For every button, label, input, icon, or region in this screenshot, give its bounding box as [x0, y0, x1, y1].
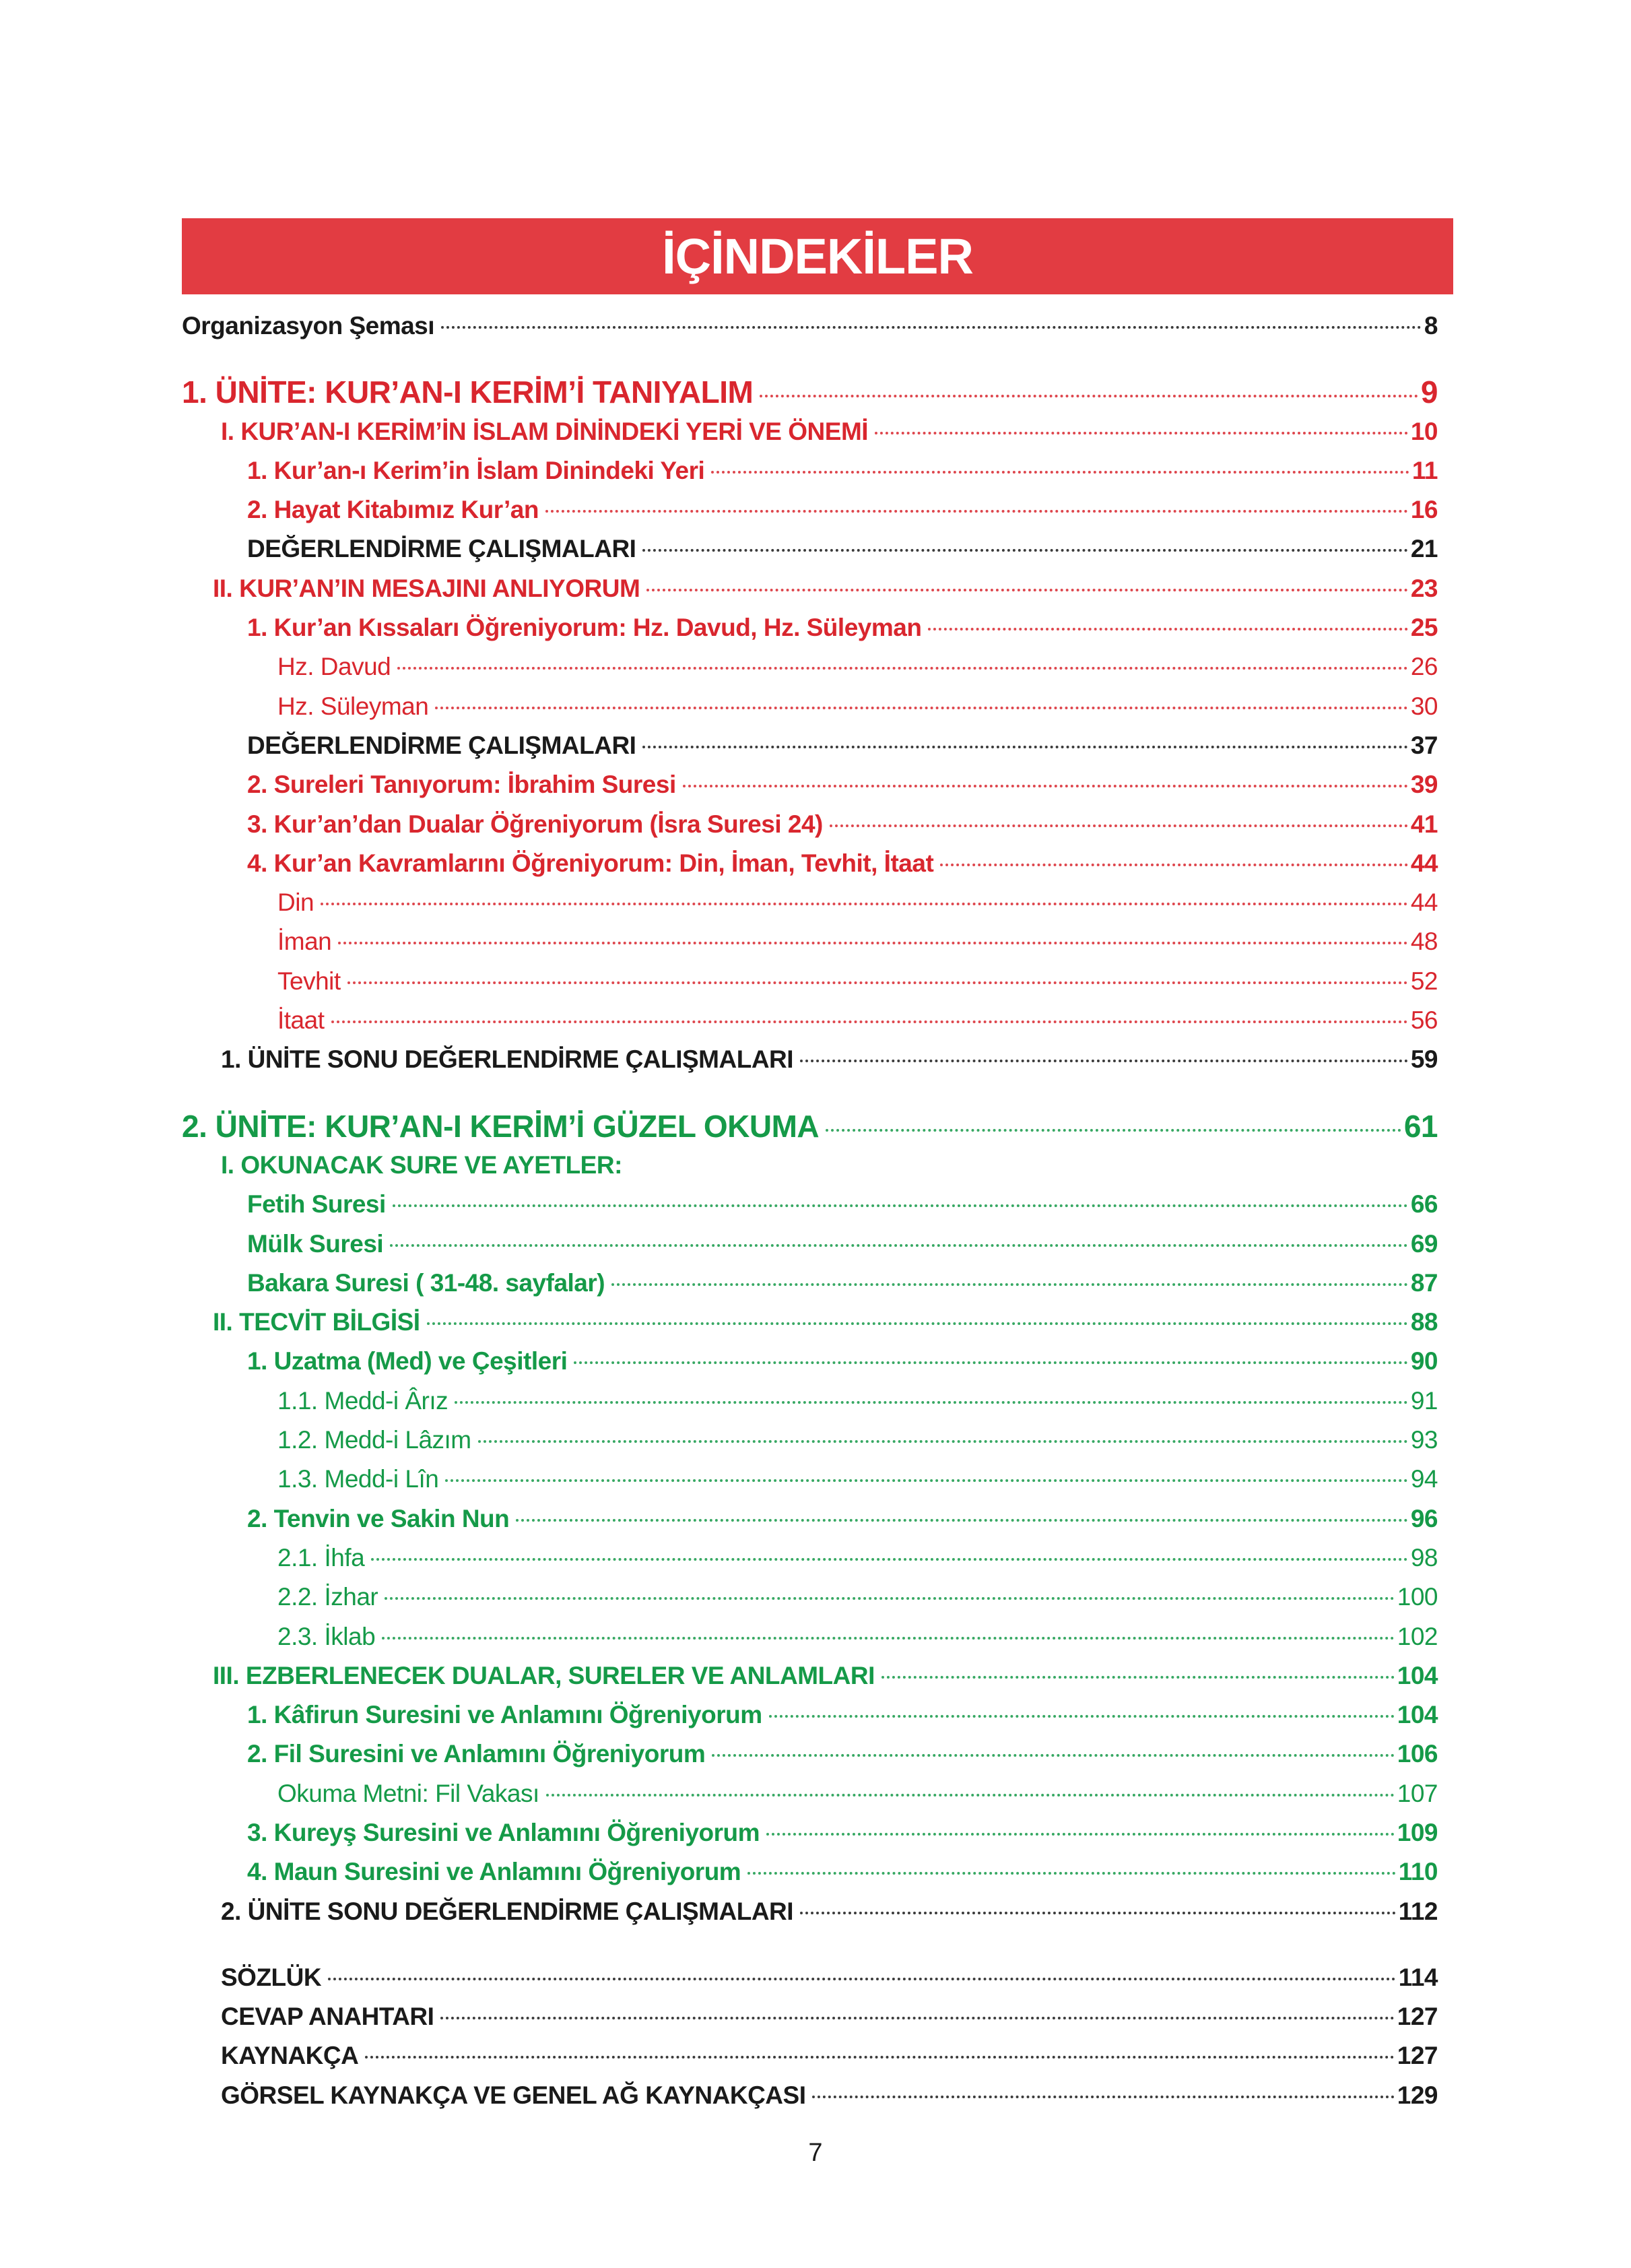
toc-entry-page: 107 [1397, 1779, 1438, 1807]
page-title: İÇİNDEKİLER [662, 228, 973, 284]
dot-leader [826, 1129, 1401, 1132]
toc-entry[interactable] [182, 765, 1438, 804]
toc-entry-title: GÖRSEL KAYNAKÇA VE GENEL AĞ KAYNAKÇASI [221, 2081, 806, 2109]
toc-entry-title: 2. ÜNİTE: KUR’AN-I KERİM’İ GÜZEL OKUMA [182, 1108, 820, 1144]
dot-leader [347, 981, 1408, 984]
dot-leader [642, 746, 1407, 748]
toc-entry[interactable] [182, 805, 1438, 844]
dot-leader [338, 942, 1408, 944]
toc-entry-title: III. EZBERLENECEK DUALAR, SURELER VE ANLAMLARI [213, 1661, 875, 1689]
toc-entry-page: 10 [1410, 417, 1438, 445]
toc-entry-title: 1. Kâfirun Suresini ve Anlamını Öğreniyorum [247, 1701, 762, 1729]
dot-leader [390, 1244, 1408, 1247]
dot-leader [545, 510, 1408, 513]
page-number: 7 [808, 2139, 823, 2167]
toc-entry-title: 2.2. İzhar [277, 1583, 378, 1611]
toc-entry-page: 16 [1410, 496, 1438, 524]
toc-entry-page: 39 [1410, 771, 1438, 799]
toc-entry-page: 23 [1410, 574, 1438, 602]
toc-entry[interactable] [182, 726, 1438, 765]
toc-entry-title: İtaat [277, 1006, 325, 1035]
toc-entry-title: CEVAP ANAHTARI [221, 2003, 434, 2031]
toc-entry-title: I. OKUNACAK SURE VE AYETLER: [221, 1151, 622, 1179]
toc-entry-title: 1.2. Medd-i Lâzım [277, 1426, 471, 1454]
toc-entry-title: 1. Kur’an-ı Kerim’in İslam Dinindeki Yeri [247, 456, 705, 484]
dot-leader [646, 589, 1408, 591]
toc-entry[interactable] [182, 1303, 1438, 1342]
toc-entry-page: 102 [1397, 1622, 1438, 1650]
toc-entry-title: 4. Maun Suresini ve Anlamını Öğreniyorum [247, 1858, 741, 1886]
toc-entry[interactable] [182, 883, 1438, 922]
toc-entry-page: 94 [1410, 1465, 1438, 1493]
toc-entry[interactable] [182, 1185, 1438, 1224]
toc-entry-title: 1.3. Medd-i Lîn [277, 1465, 439, 1493]
toc-entry-title: Din [277, 888, 314, 917]
dot-leader [611, 1283, 1408, 1286]
dot-leader [712, 1754, 1395, 1757]
toc-entry[interactable] [182, 2076, 1438, 2115]
dot-leader [516, 1519, 1408, 1522]
dot-leader [393, 1204, 1408, 1207]
toc-entry-page: 69 [1410, 1229, 1438, 1258]
toc-entry[interactable] [182, 1499, 1438, 1538]
dot-leader [371, 1558, 1408, 1561]
toc-entry-title: II. TECVİT BİLGİSİ [213, 1308, 420, 1336]
toc-entry-page: 56 [1410, 1006, 1438, 1035]
toc-entry-page: 104 [1397, 1661, 1438, 1689]
toc-entry-title: 2.1. İhfa [277, 1543, 365, 1572]
toc-entry-title: Organizasyon Şeması [182, 312, 435, 339]
dot-leader [800, 1060, 1408, 1062]
toc-entry-title: Hz. Süleyman [277, 692, 429, 720]
toc-entry[interactable] [182, 687, 1438, 726]
toc-entry-title: 3. Kureyş Suresini ve Anlamını Öğreniyorum [247, 1818, 760, 1846]
toc-entry-page: 110 [1398, 1858, 1438, 1886]
toc-entry[interactable] [182, 962, 1438, 1001]
toc-entry-page: 44 [1410, 849, 1438, 877]
toc-entry[interactable] [182, 1382, 1438, 1421]
dot-leader [455, 1401, 1408, 1404]
dot-leader [928, 628, 1407, 630]
toc-entry[interactable] [182, 1264, 1438, 1303]
toc-entry-title: 4. Kur’an Kavramlarını Öğreniyorum: Din, İman, Tevhit, İtaat [247, 849, 934, 877]
toc-section [182, 1958, 1438, 2115]
toc-entry[interactable] [182, 1735, 1438, 1774]
dot-leader [711, 471, 1409, 474]
toc-entry[interactable] [182, 372, 1438, 412]
dot-leader [385, 1597, 1395, 1600]
toc-entry-title: Hz. Davud [277, 653, 391, 681]
toc-entry-title: 1. Uzatma (Med) ve Çeşitleri [247, 1347, 568, 1375]
dot-leader [683, 785, 1408, 787]
dot-leader [766, 1833, 1395, 1836]
toc-entry-title: DEĞERLENDİRME ÇALIŞMALARI [247, 535, 636, 563]
toc-entry-page: 30 [1410, 692, 1438, 720]
toc-entry[interactable] [182, 2036, 1438, 2075]
toc-entry-page: 59 [1410, 1045, 1438, 1074]
dot-leader [321, 903, 1408, 905]
toc-entry-page: 66 [1410, 1190, 1438, 1219]
toc-entry-title: 1.1. Medd-i Ârız [277, 1386, 448, 1415]
dot-leader [435, 707, 1408, 709]
toc-entry-title: Fetih Suresi [247, 1190, 386, 1219]
dot-leader [574, 1361, 1407, 1364]
dot-leader [830, 824, 1408, 827]
toc-entry-page: 87 [1410, 1268, 1438, 1297]
toc-entry[interactable] [182, 1892, 1438, 1931]
toc-entry[interactable] [182, 647, 1438, 686]
dot-leader [328, 1978, 1396, 1980]
toc-entry-title: 3. Kur’an’dan Dualar Öğreniyorum (İsra Suresi 24) [247, 810, 823, 838]
dot-leader [365, 2056, 1394, 2059]
dot-leader [812, 2096, 1394, 2098]
toc-entry[interactable] [182, 922, 1438, 961]
dot-leader [747, 1872, 1396, 1875]
toc-entry[interactable] [182, 1997, 1438, 2036]
toc-entry-page: 9 [1420, 375, 1438, 410]
toc-entry[interactable] [182, 608, 1438, 647]
dot-leader [478, 1440, 1408, 1443]
toc-entry-title: 1. Kur’an Kıssaları Öğreniyorum: Hz. Davud, Hz. Süleyman [247, 614, 922, 642]
toc-entry[interactable] [182, 569, 1438, 608]
toc-entry-page: 93 [1410, 1426, 1438, 1454]
toc-entry-page: 41 [1410, 810, 1438, 838]
toc-entry[interactable] [182, 1342, 1438, 1381]
toc-entry-page: 48 [1410, 928, 1438, 956]
toc-entry[interactable] [182, 1225, 1438, 1264]
toc-entry[interactable] [182, 412, 1438, 451]
toc-entry-title: 2.3. İklab [277, 1622, 376, 1650]
toc-entry[interactable] [182, 1040, 1438, 1079]
toc-entry-title: Okuma Metni: Fil Vakası [277, 1779, 539, 1807]
toc-entry[interactable] [182, 1578, 1438, 1617]
toc-entry-title: SÖZLÜK [221, 1963, 322, 1991]
toc-entry-page: 8 [1424, 312, 1438, 339]
toc-entry-page: 21 [1410, 535, 1438, 563]
toc-entry[interactable] [182, 1695, 1438, 1735]
dot-leader [760, 395, 1418, 397]
table-of-contents [182, 306, 1438, 2142]
toc-entry[interactable] [182, 306, 1438, 346]
toc-entry-page: 11 [1411, 456, 1438, 484]
toc-entry[interactable] [182, 451, 1438, 490]
toc-entry-page: 129 [1397, 2081, 1438, 2109]
toc-entry-title: 2. ÜNİTE SONU DEĞERLENDİRME ÇALIŞMALARI [221, 1897, 794, 1925]
toc-entry-page: 127 [1397, 2003, 1438, 2031]
toc-entry-title: DEĞERLENDİRME ÇALIŞMALARI [247, 731, 636, 759]
toc-entry-page: 114 [1398, 1963, 1438, 1991]
toc-entry-page: 90 [1410, 1347, 1438, 1375]
toc-entry-page: 104 [1397, 1701, 1438, 1729]
toc-entry-page: 44 [1410, 888, 1438, 917]
toc-entry[interactable] [182, 1146, 1438, 1185]
toc-section [182, 1107, 1438, 1931]
toc-entry[interactable] [182, 490, 1438, 529]
toc-entry-title: Mülk Suresi [247, 1229, 384, 1258]
dot-leader [427, 1322, 1408, 1325]
toc-entry-page: 91 [1410, 1386, 1438, 1415]
toc-entry[interactable] [182, 1813, 1438, 1852]
toc-entry-title: 2. Sureleri Tanıyorum: İbrahim Suresi [247, 771, 676, 799]
dot-leader [881, 1676, 1395, 1679]
toc-section [182, 306, 1438, 346]
toc-entry[interactable] [182, 1852, 1438, 1891]
dot-leader [440, 2017, 1394, 2019]
dot-leader [875, 432, 1408, 434]
toc-entry-page: 26 [1410, 653, 1438, 681]
toc-entry-page: 61 [1403, 1108, 1438, 1144]
dot-leader [769, 1715, 1395, 1718]
toc-entry[interactable] [182, 1460, 1438, 1499]
dot-leader [800, 1912, 1396, 1914]
dot-leader [441, 326, 1422, 329]
title-bar [182, 218, 1453, 294]
dot-leader [546, 1794, 1395, 1796]
toc-entry-page: 106 [1397, 1740, 1438, 1768]
dot-leader [382, 1637, 1395, 1640]
toc-entry-title: 2. Hayat Kitabımız Kur’an [247, 496, 539, 524]
dot-leader [445, 1479, 1408, 1482]
toc-entry-page: 37 [1410, 731, 1438, 759]
toc-entry-page: 109 [1397, 1818, 1438, 1846]
toc-entry[interactable] [182, 1617, 1438, 1656]
toc-entry-title: I. KUR’AN-I KERİM’İN İSLAM DİNİNDEKİ YERİ VE ÖNEMİ [221, 417, 869, 445]
toc-entry-title: 2. Fil Suresini ve Anlamını Öğreniyorum [247, 1740, 706, 1768]
toc-entry-page: 52 [1410, 967, 1438, 995]
toc-entry[interactable] [182, 529, 1438, 569]
dot-leader [397, 667, 1408, 670]
dot-leader [642, 549, 1407, 552]
dot-leader [940, 864, 1408, 866]
toc-entry-title: 1. ÜNİTE: KUR’AN-I KERİM’İ TANIYALIM [182, 375, 754, 410]
toc-entry[interactable] [182, 1107, 1438, 1146]
toc-entry-page: 127 [1397, 2042, 1438, 2070]
dot-leader [331, 1020, 1408, 1023]
toc-entry-page: 88 [1410, 1308, 1438, 1336]
toc-entry-title: İman [277, 928, 332, 956]
toc-entry[interactable] [182, 1958, 1438, 1997]
toc-entry-title: Tevhit [277, 967, 341, 995]
toc-entry-page: 96 [1410, 1504, 1438, 1532]
toc-entry[interactable] [182, 1538, 1438, 1578]
toc-entry-title: 2. Tenvin ve Sakin Nun [247, 1504, 510, 1532]
toc-entry[interactable] [182, 1656, 1438, 1695]
toc-entry-page: 100 [1397, 1583, 1438, 1611]
toc-entry[interactable] [182, 1001, 1438, 1040]
toc-entry-page: 112 [1398, 1897, 1438, 1925]
toc-entry[interactable] [182, 844, 1438, 883]
toc-entry-title: II. KUR’AN’IN MESAJINI ANLIYORUM [213, 574, 640, 602]
toc-entry-title: KAYNAKÇA [221, 2042, 359, 2070]
toc-entry-title: 1. ÜNİTE SONU DEĞERLENDİRME ÇALIŞMALARI [221, 1045, 794, 1074]
toc-section [182, 372, 1438, 1079]
toc-entry[interactable] [182, 1421, 1438, 1460]
toc-entry[interactable] [182, 1774, 1438, 1813]
toc-entry-title: Bakara Suresi ( 31-48. sayfalar) [247, 1268, 605, 1297]
toc-entry-page: 25 [1410, 614, 1438, 642]
toc-entry-page: 98 [1410, 1543, 1438, 1572]
